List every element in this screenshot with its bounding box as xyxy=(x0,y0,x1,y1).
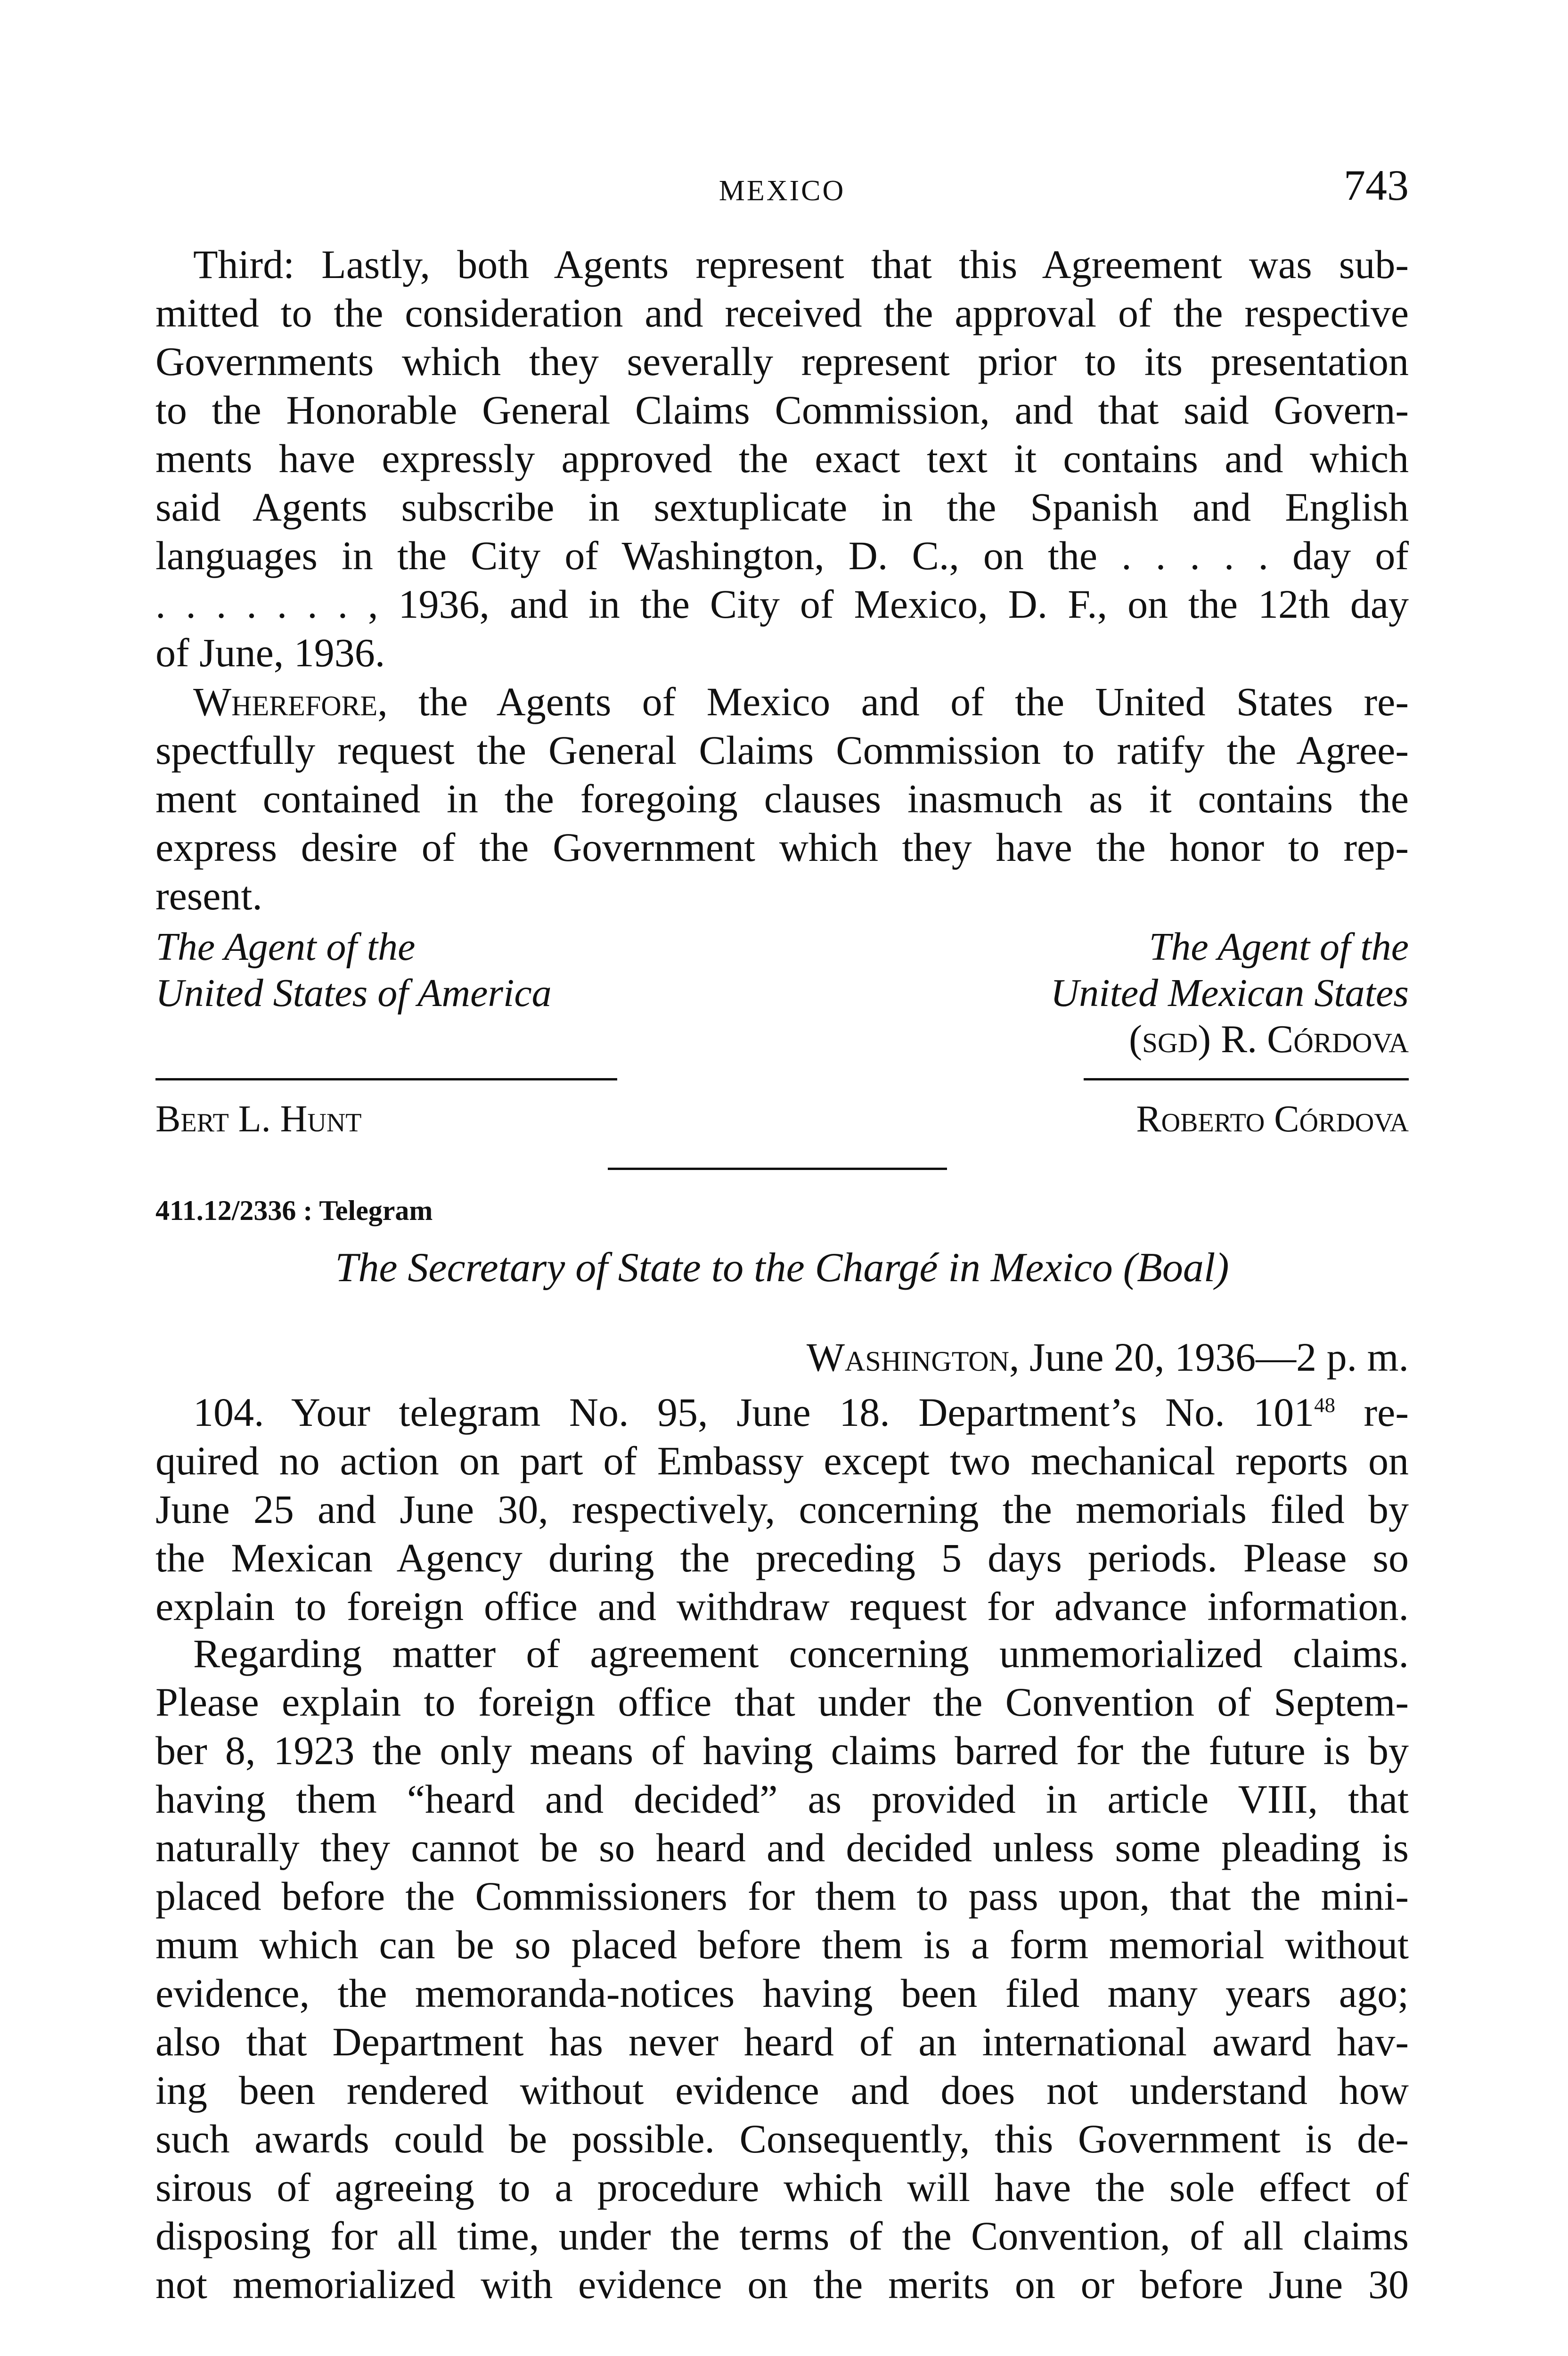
footnote-ref: 48 xyxy=(1314,1393,1335,1417)
text-line: mum which can be so placed before them is a form memorial without xyxy=(155,1922,1409,1967)
file-reference: 411.12/2336 : Telegram xyxy=(155,1195,433,1226)
right-agent-label: The Agent of the xyxy=(1149,925,1409,969)
text-line: sirous of agreeing to a procedure which will have the sole effect of xyxy=(155,2165,1409,2210)
text-line: of June, 1936. xyxy=(155,630,385,675)
text-line xyxy=(155,1388,1409,1437)
text-line: said Agents subscribe in sextuplicate in the Spanish and English xyxy=(155,484,1409,530)
text-line: Please explain to foreign office that under the Convention of Septem- xyxy=(155,1679,1409,1725)
wherefore-lead: Wherefore xyxy=(193,679,378,724)
text-line: ing been rendered without evidence and does not understand how xyxy=(155,2068,1409,2113)
text-line: spectfully request the General Claims Commission to ratify the Agree- xyxy=(155,728,1409,773)
text-line: evidence, the memoranda-notices having been filed many years ago; xyxy=(155,1971,1409,2016)
text-line: languages in the City of Washington, D. C., on the . . . . . day of xyxy=(155,533,1409,578)
left-signatory-name: Bert L. Hunt xyxy=(155,1098,362,1140)
dateline xyxy=(807,1333,1409,1381)
text-line xyxy=(155,678,1409,726)
page-number: 743 xyxy=(1344,161,1409,209)
text-line: also that Department has never heard of an international award hav- xyxy=(155,2019,1409,2064)
document-title: The Secretary of State to the Chargé in Mexico (Boal) xyxy=(335,1245,1229,1291)
para-104-line1-end: re- xyxy=(1335,1390,1409,1435)
text-line: resent. xyxy=(155,873,262,918)
text-line: quired no action on part of Embassy except two mechanical reports on xyxy=(155,1438,1409,1483)
dateline-date: , June 20, 1936—2 p. m. xyxy=(1009,1334,1409,1380)
signed-by: (sgd) R. Córdova xyxy=(1129,1017,1409,1061)
paragraph-third xyxy=(155,240,1409,677)
text-line: naturally they cannot be so heard and decided unless some pleading is xyxy=(155,1825,1409,1870)
dateline-place: Washington xyxy=(806,1334,1009,1380)
paragraph-wherefore xyxy=(155,678,1409,920)
right-agent-country: United Mexican States xyxy=(1050,971,1409,1015)
text-line: disposing for all time, under the terms of the Convention, of all claims xyxy=(155,2213,1409,2258)
text-line: having them “heard and decided” as provided in article VIII, that xyxy=(155,1776,1409,1822)
text-line: to the Honorable General Claims Commission, and that said Govern- xyxy=(155,387,1409,433)
text-line: not memorialized with evidence on the merits on or before June 30 xyxy=(155,2262,1409,2307)
text-line: June 25 and June 30, respectively, concerning the memorials filed by xyxy=(155,1487,1409,1532)
text-line: placed before the Commissioners for them to pass upon, that the mini- xyxy=(155,1873,1409,1919)
left-agent-label: The Agent of the xyxy=(155,925,416,969)
left-signature-rule xyxy=(155,1078,617,1080)
text-line: ber 8, 1923 the only means of having claims barred for the future is by xyxy=(155,1728,1409,1773)
running-head: MEXICO xyxy=(719,175,846,207)
text-line: such awards could be possible. Consequently, this Government is de- xyxy=(155,2116,1409,2161)
text-line: the Mexican Agency during the preceding 5 days periods. Please so xyxy=(155,1535,1409,1580)
text-line: . . . . . . . , 1936, and in the City of Mexico, D. F., on the 12th day xyxy=(155,581,1409,627)
section-divider xyxy=(608,1168,947,1170)
text-line: Governments which they severally represent prior to its presentation xyxy=(155,339,1409,384)
para-104-line1-start: 104. Your telegram No. 95, June 18. Department’s No. 101 xyxy=(193,1390,1315,1435)
text-line: mitted to the consideration and received the approval of the respective xyxy=(155,290,1409,335)
right-signature-rule xyxy=(1084,1078,1409,1080)
text-line: Regarding matter of agreement concerning unmemorialized claims. xyxy=(193,1631,1409,1676)
paragraph-104 xyxy=(155,1388,1409,1631)
text-line: explain to foreign office and withdraw request for advance information. xyxy=(155,1584,1409,1629)
text-line: ments have expressly approved the exact text it contains and which xyxy=(155,436,1409,481)
text-line: ment contained in the foregoing clauses inasmuch as it contains the xyxy=(155,776,1409,821)
right-signatory-name: Roberto Córdova xyxy=(1136,1098,1409,1140)
left-agent-country: United States of America xyxy=(155,971,552,1015)
text-line: express desire of the Government which they have the honor to rep- xyxy=(155,825,1409,870)
wherefore-line-1: , the Agents of Mexico and of the United States re- xyxy=(377,679,1409,724)
text-line: Third: Lastly, both Agents represent that this Agreement was sub- xyxy=(193,242,1409,287)
paragraph-regarding xyxy=(155,1629,1409,2309)
page-header xyxy=(155,160,1409,212)
